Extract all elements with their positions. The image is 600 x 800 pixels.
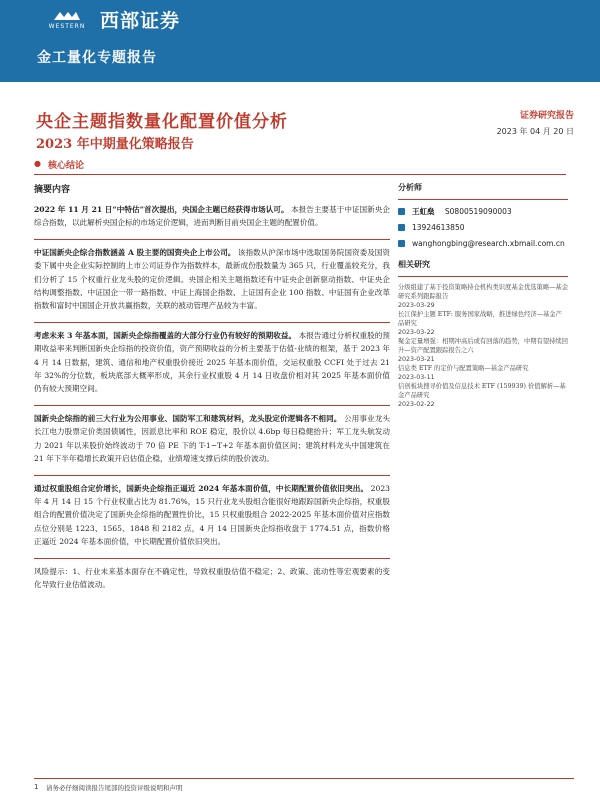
related-title: 信创板块搜寻价值及信息技术 ETF (159939) 价值解析—基金产品研究 <box>398 383 566 399</box>
paragraph-divider <box>34 322 390 323</box>
section-divider <box>34 174 566 175</box>
related-title: 信息类 ETF 的定价与配置策略—基金产品研究 <box>398 365 529 372</box>
related-heading: 相关研究 <box>398 259 430 269</box>
side-divider <box>398 199 568 200</box>
paragraph-lead: 中证国新央企综合指数涵盖 A 股主要的国资央企上市公司。 <box>34 247 236 257</box>
related-date: 2023-03-21 <box>398 356 435 363</box>
related-title: 分级组建了基于投资策略持仓机构类识度基金优选策略—基金研究系列跟踪报告 <box>398 284 569 300</box>
logo-text: WESTERN <box>48 23 86 30</box>
paragraph-lead: 考虑未来 3 年基本面，国新央企综指覆盖的大部分行业仍有较好的预期收益。 <box>34 330 297 340</box>
analyst-email-row <box>398 238 568 249</box>
paragraph-1 <box>34 203 390 230</box>
bullet-icon: ● <box>34 159 41 168</box>
side-column <box>398 182 568 409</box>
analyst-heading: 分析师 <box>398 182 422 192</box>
paragraph-lead: 国新央企综指的前三大行业为公用事业、国防军工和建筑材料，龙头股定价逻辑各不相同。 <box>34 413 342 423</box>
paragraph-body: 本报告通过分析权重股的预期收益率来判断国新央企综指的投资价值，资产预期收益的分析主要基于估值-业绩的框架，基于 2023 年 4 月 14 日数据，建筑、通信和地产权重股价接近 2025 年基本面价值，交运权重股 CCFI 处于过去 21 年 32%的分位数，板块底部大概率形成，其余行业权重股 4 月 14 日收盘价相对其 2025 年基本面价值仍有较大预期空间。 <box>34 330 391 394</box>
section-label: 核心结论 <box>48 161 85 171</box>
brand-name: 西部证券 <box>100 10 181 32</box>
side-divider <box>398 276 568 277</box>
related-item[interactable] <box>398 382 568 409</box>
abstract-heading: 摘要内容 <box>34 185 71 195</box>
related-date: 2023-02-22 <box>398 401 435 408</box>
report-header <box>0 0 600 82</box>
risk-warning: 风险提示：1、行业未来基本面存在不确定性，导致权重股估值不稳定；2、政策、流动性等宏观要素的变化导致行业估值波动。 <box>34 566 390 589</box>
related-date: 2023-03-22 <box>398 329 435 336</box>
paragraph-4 <box>34 412 390 466</box>
page-footer <box>34 778 574 793</box>
paragraph-divider <box>34 239 390 240</box>
analyst-email[interactable]: wanghongbing@research.xbmail.com.cn <box>412 239 565 248</box>
paragraph-2 <box>34 246 390 313</box>
analyst-name-row <box>398 206 568 217</box>
related-item[interactable] <box>398 310 568 337</box>
logo-mark-icon <box>52 10 82 22</box>
analyst-phone: 13924613850 <box>412 223 465 232</box>
related-research-list <box>398 283 568 409</box>
paragraph-body: 公用事业龙头长江电力股票定价类国债属性，因派息比率和 ROE 稳定，股价以 4.6bp 每日稳健抬升；军工龙头航发动力 2021 年以来股价始终波动于 70 倍 PE 下的 T-1~T+2 年基本面价值区间；建筑材料龙头中国建筑在 21 年下半年稳增长政策开启估值企稳，业绩增速支撑后续的股价波动。 <box>34 413 391 464</box>
paragraph-body: 该指数从沪深市场中选取国务院国资委及国资委下属中央企业实际控制的上市公司证券作为指数样本，最新成份股数量为 365 只，行业覆盖较充分，我们分析了 15 个权重行业龙头股的定价逻辑。央国企相关主题指数还有中证央企创新驱动指数、中证央企结构调整指数、中证国企一带一路指数、中证上海国企指数、上证国有企业 100 指数、中证国有企业改革指数和富时中国国企开放共赢指数，关联的被动管理产品较为丰富。 <box>34 247 390 311</box>
report-type: 证券研究报告 <box>519 111 574 121</box>
paragraph-divider <box>34 475 390 476</box>
related-date: 2023-03-29 <box>398 302 435 309</box>
report-date: 2023 年 04 月 20 日 <box>496 127 574 136</box>
company-logo <box>38 10 96 32</box>
paragraph-5 <box>34 482 390 549</box>
related-date: 2023-03-11 <box>398 374 435 381</box>
report-title: 央企主题指数量化配置价值分析 <box>36 112 288 132</box>
analyst-info <box>398 206 568 249</box>
related-item[interactable] <box>398 364 568 382</box>
paragraph-body: 本报告主要基于中证国新央企综合指数，以此解析央国企标的市场定价逻辑，进而判断目前央国企主题的配置价值。 <box>34 205 390 228</box>
footer-disclaimer: 请务必仔细阅读报告尾部的投资评级说明和声明 <box>46 784 183 792</box>
paragraph-divider <box>34 558 390 559</box>
related-item[interactable] <box>398 337 568 364</box>
related-title: 长江保护主题 ETF: 服务国家战略，推进绿色经济—基金产品研究 <box>398 311 562 327</box>
related-title: 聚金定量增强：相期冲高后或有回落的趋势，中期有望持续回升—资产配置跟踪报告之六 <box>398 338 569 354</box>
report-subtitle: 2023 年中期量化策略报告 <box>36 137 194 152</box>
mail-icon <box>398 240 405 247</box>
paragraph-divider <box>34 405 390 406</box>
analyst-cert: S0800519090003 <box>444 207 512 216</box>
report-series: 金工量化专题报告 <box>37 50 157 66</box>
paragraph-3 <box>34 329 390 396</box>
paragraph-lead: 通过权重股组合定价增长，国新央企综指正逼近 2024 年基本面价值，中长期配置价值依旧突出。 <box>34 483 369 493</box>
analyst-name: 王虹燊 <box>412 207 435 216</box>
person-icon <box>398 208 405 215</box>
analyst-phone-row <box>398 222 568 233</box>
section-header <box>34 155 566 175</box>
related-item[interactable] <box>398 283 568 310</box>
page-number: 1 <box>34 783 39 791</box>
phone-icon <box>398 224 405 231</box>
main-column <box>34 182 390 600</box>
paragraph-body: 2023 年 4 月 14 日 15 个行业权重占比为 81.76%，15 只行业龙头股组合能很好地跟踪国新央企综指，权重股组合的配置价值决定了国新央企综指的配置性价比，15 只权重股组合 2022-2025 年基本面价值对应指数点位分别是 1223、1565、1848 和 2182 点，4 月 14 日国新央企综指收盘于 1774.51 点，指数价格正逼近 2024 年基本面价值，中长期配置价值依旧突出。 <box>34 483 390 547</box>
paragraph-lead: 2022 年 11 月 21 日“中特估”首次提出，央国企主题已经获得市场认可。 <box>34 205 289 214</box>
